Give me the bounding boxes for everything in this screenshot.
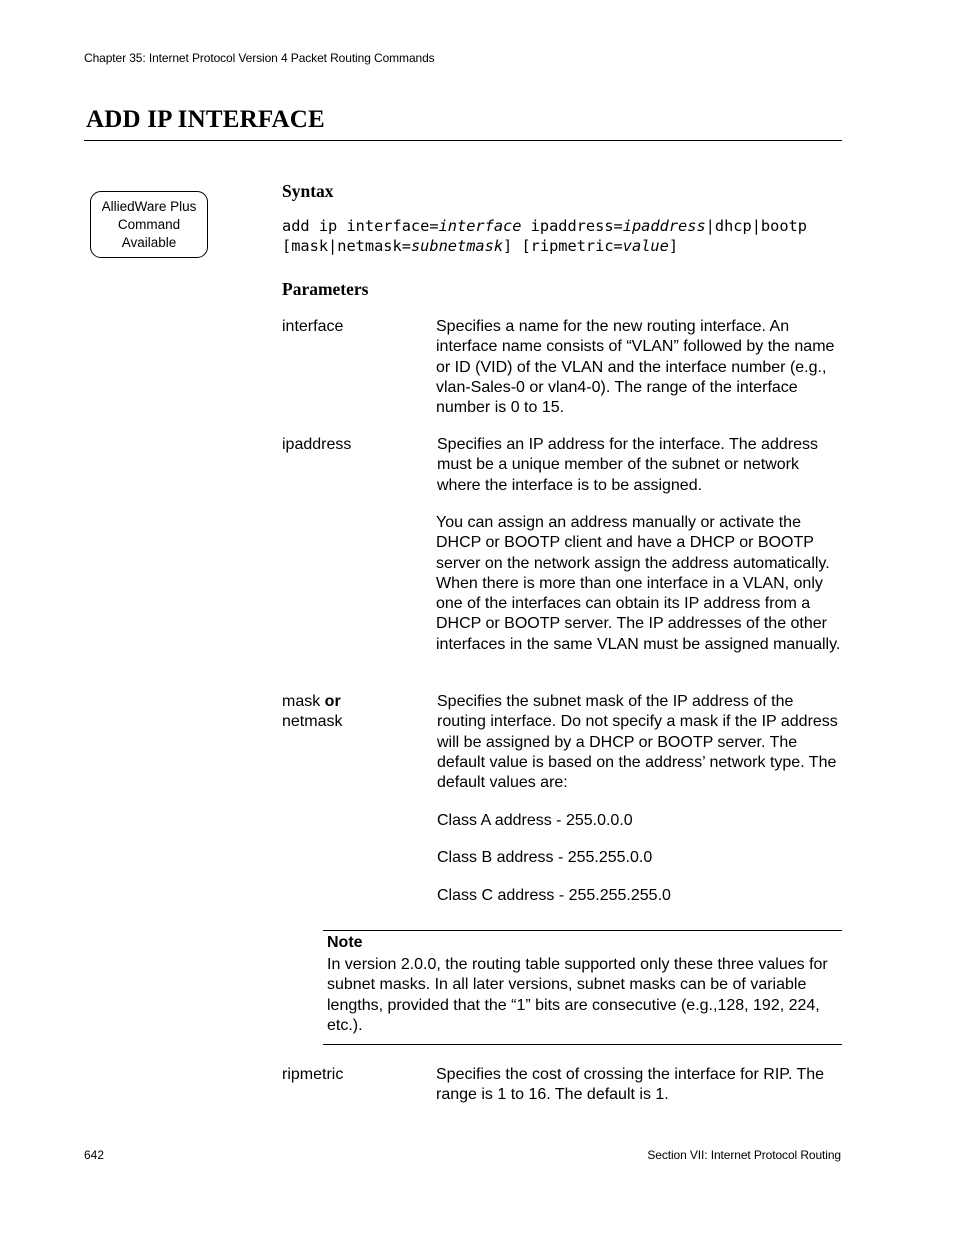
note-title: Note bbox=[327, 934, 363, 951]
badge-line-3: Available bbox=[121, 235, 177, 250]
parameters-heading: Parameters bbox=[282, 279, 369, 299]
syntax-l2-d: value bbox=[622, 236, 669, 255]
chapter-header: Chapter 35: Internet Protocol Version 4 Packet Routing Commands bbox=[84, 51, 435, 65]
syntax-l2-b: subnetmask bbox=[410, 236, 504, 255]
param-ipaddress-desc-1: Specifies an IP address for the interface. The address must be a unique member of the subnet or network where the interface is to be assigned. bbox=[437, 436, 818, 494]
syntax-l2-e: ] bbox=[668, 236, 679, 255]
param-ipaddress-desc-2: You can assign an address manually or activate the DHCP or BOOTP client and have a DHCP or BOOTP server on the network assign the address automatically. When there is more than one interface in a VLAN, only one of the interfaces can obtain its IP address from a DHCP or BOOTP server. The IP addresses of the other interfaces in the same VLAN must be assigned manually. bbox=[436, 514, 841, 653]
syntax-l1-a: add ip interface= bbox=[282, 217, 439, 235]
page-number: 642 bbox=[84, 1148, 105, 1162]
badge-line-2: Command bbox=[117, 217, 181, 232]
class-b-default: Class B address - 255.255.0.0 bbox=[437, 849, 653, 866]
badge-line-1: AlliedWare Plus bbox=[101, 199, 197, 214]
title-divider bbox=[84, 140, 842, 141]
syntax-l2-c: ] [ripmetric= bbox=[503, 236, 623, 255]
syntax-l1-c: ipaddress= bbox=[521, 217, 623, 235]
param-interface-term: interface bbox=[282, 318, 344, 335]
mask-term-or: or bbox=[324, 693, 341, 710]
syntax-l1-d: ipaddress bbox=[622, 217, 706, 235]
syntax-l2-a: [mask|netmask= bbox=[282, 236, 411, 255]
param-mask-term bbox=[282, 692, 342, 733]
param-interface-desc: Specifies a name for the new routing interface. An interface name consists of “VLAN” followed by the name or ID (VID) of the VLAN and the interface number (e.g., vlan-Sales-0 or vlan4-0). The range of the interface number is 0 to 15. bbox=[436, 318, 835, 417]
syntax-l1-e: |dhcp|bootp bbox=[705, 217, 807, 235]
note-bottom-rule bbox=[323, 1044, 842, 1045]
class-c-default: Class C address - 255.255.255.0 bbox=[437, 887, 671, 904]
note-body: In version 2.0.0, the routing table supported only these three values for subnet masks. In all later versions, subnet masks can be of variable lengths, provided that the “1” bits are consecutive (e.g.,128, 192, 224, etc.). bbox=[327, 956, 828, 1034]
syntax-l1-b: interface bbox=[438, 217, 522, 235]
param-mask-desc: Specifies the subnet mask of the IP address of the routing interface. Do not specify a mask if the IP address will be assigned by a DHCP or BOOTP server. The default value is based on the address’ network type. The default values are: bbox=[437, 693, 838, 792]
param-ripmetric-desc: Specifies the cost of crossing the interface for RIP. The range is 1 to 16. The default is 1. bbox=[436, 1066, 825, 1104]
note-top-rule bbox=[323, 930, 842, 931]
syntax-heading: Syntax bbox=[282, 181, 334, 201]
footer-section: Section VII: Internet Protocol Routing bbox=[647, 1148, 841, 1162]
param-ripmetric-term: ripmetric bbox=[282, 1066, 344, 1083]
mask-term-a: mask bbox=[282, 693, 325, 710]
page-title: ADD IP INTERFACE bbox=[86, 106, 325, 133]
alliedware-plus-badge bbox=[90, 191, 208, 258]
mask-term-b: netmask bbox=[282, 713, 343, 731]
class-a-default: Class A address - 255.0.0.0 bbox=[437, 812, 633, 829]
syntax-block bbox=[282, 217, 807, 256]
param-ipaddress-term: ipaddress bbox=[282, 436, 352, 453]
